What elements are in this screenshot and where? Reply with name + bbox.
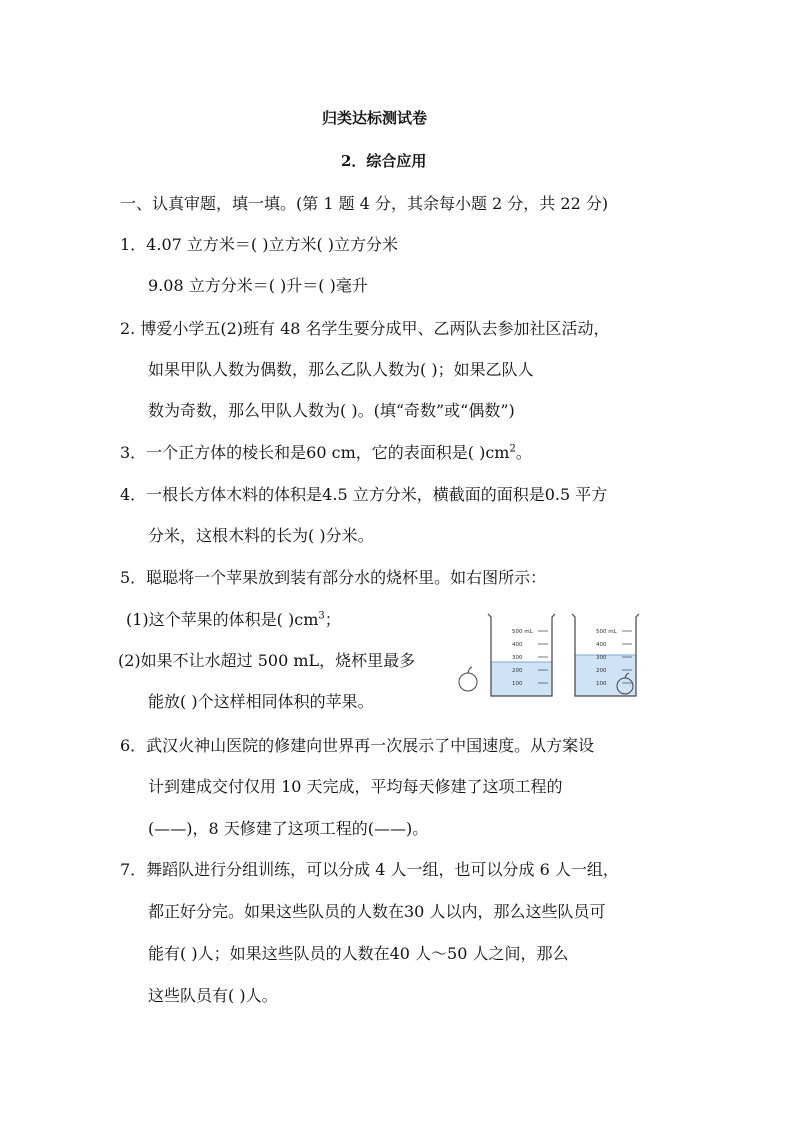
q3-tail: 。 [515, 443, 532, 462]
q2-line3: 数为奇数，那么甲队人数为( )。(填“奇数”或“偶数”) [148, 401, 515, 420]
q5-sub2a: (2)如果不让水超过 500 mL，烧杯里最多 [118, 651, 416, 670]
beaker1-tick-100: 100 [512, 681, 523, 687]
q4-line2: 分米，这根木料的长为( )分米。 [148, 526, 374, 545]
q7-line2: 都正好分完。如果这些队员的人数在30 人以内，那么这些队员可 [148, 902, 606, 921]
beaker2-tick-100: 100 [596, 681, 607, 687]
q3-superscript: 2 [509, 443, 516, 455]
section-heading: 一、认真审题，填一填。(第 1 题 4 分，其余每小题 2 分，共 22 分) [120, 194, 609, 213]
beaker2-tick-300: 300 [596, 655, 607, 661]
beaker2-label-500: 500 mL [596, 629, 617, 635]
q3-line [120, 440, 532, 463]
beaker2-tick-400: 400 [596, 642, 607, 648]
beaker1-tick-300: 300 [512, 655, 523, 661]
q5-sub1-superscript: 3 [318, 610, 325, 622]
q5-line1: 5．聪聪将一个苹果放到装有部分水的烧杯里。如右图所示： [120, 568, 547, 587]
q5-sub1 [126, 607, 341, 630]
q1-line1: 1．4.07 立方米＝( )立方米( )立方分米 [120, 235, 399, 254]
q6-line2: 计到建成交付仅用 10 天完成，平均每天修建了这项工程的 [148, 777, 563, 796]
q5-sub2b: 能放( )个这样相同体积的苹果。 [148, 692, 374, 711]
q4-line1: 4．一根长方体木料的体积是4.5 立方分米，横截面的面积是0.5 平方 [120, 485, 608, 504]
q3-text: 3．一个正方体的棱长和是60 cm，它的表面积是( )cm [120, 443, 510, 462]
section-subtitle: 2．综合应用 [341, 152, 427, 170]
q6-line1: 6．武汉火神山医院的修建向世界再一次展示了中国速度。从方案设 [120, 736, 595, 755]
beaker1-tick-400: 400 [512, 642, 523, 648]
beaker-after [572, 614, 639, 696]
beaker1-tick-200: 200 [512, 668, 523, 674]
apple-icon [459, 667, 477, 691]
beaker-before [488, 614, 555, 696]
beaker1-label-500: 500 mL [512, 629, 533, 635]
q7-line4: 这些队员有( )人。 [148, 986, 278, 1005]
beaker2-tick-200: 200 [596, 668, 607, 674]
q5-sub1-text: (1)这个苹果的体积是( )cm [126, 610, 319, 629]
worksheet-title: 归类达标测试卷 [322, 109, 428, 127]
q7-line1: 7．舞蹈队进行分组训练，可以分成 4 人一组，也可以分成 6 人一组， [120, 860, 619, 879]
q2-line1: 2. 博爱小学五(2)班有 48 名学生要分成甲、乙两队去参加社区活动， [120, 319, 610, 338]
beaker-figure [452, 604, 657, 706]
q5-sub1-tail: ； [324, 610, 341, 629]
q7-line3: 能有( )人；如果这些队员的人数在40 人～50 人之间，那么 [148, 944, 569, 963]
q1-line2: 9.08 立方分米＝( )升＝( )毫升 [148, 276, 368, 295]
q2-line2: 如果甲队人数为偶数，那么乙队人数为( )；如果乙队人 [148, 360, 534, 379]
q6-line3: (——)，8 天修建了这项工程的(——)。 [148, 819, 429, 838]
